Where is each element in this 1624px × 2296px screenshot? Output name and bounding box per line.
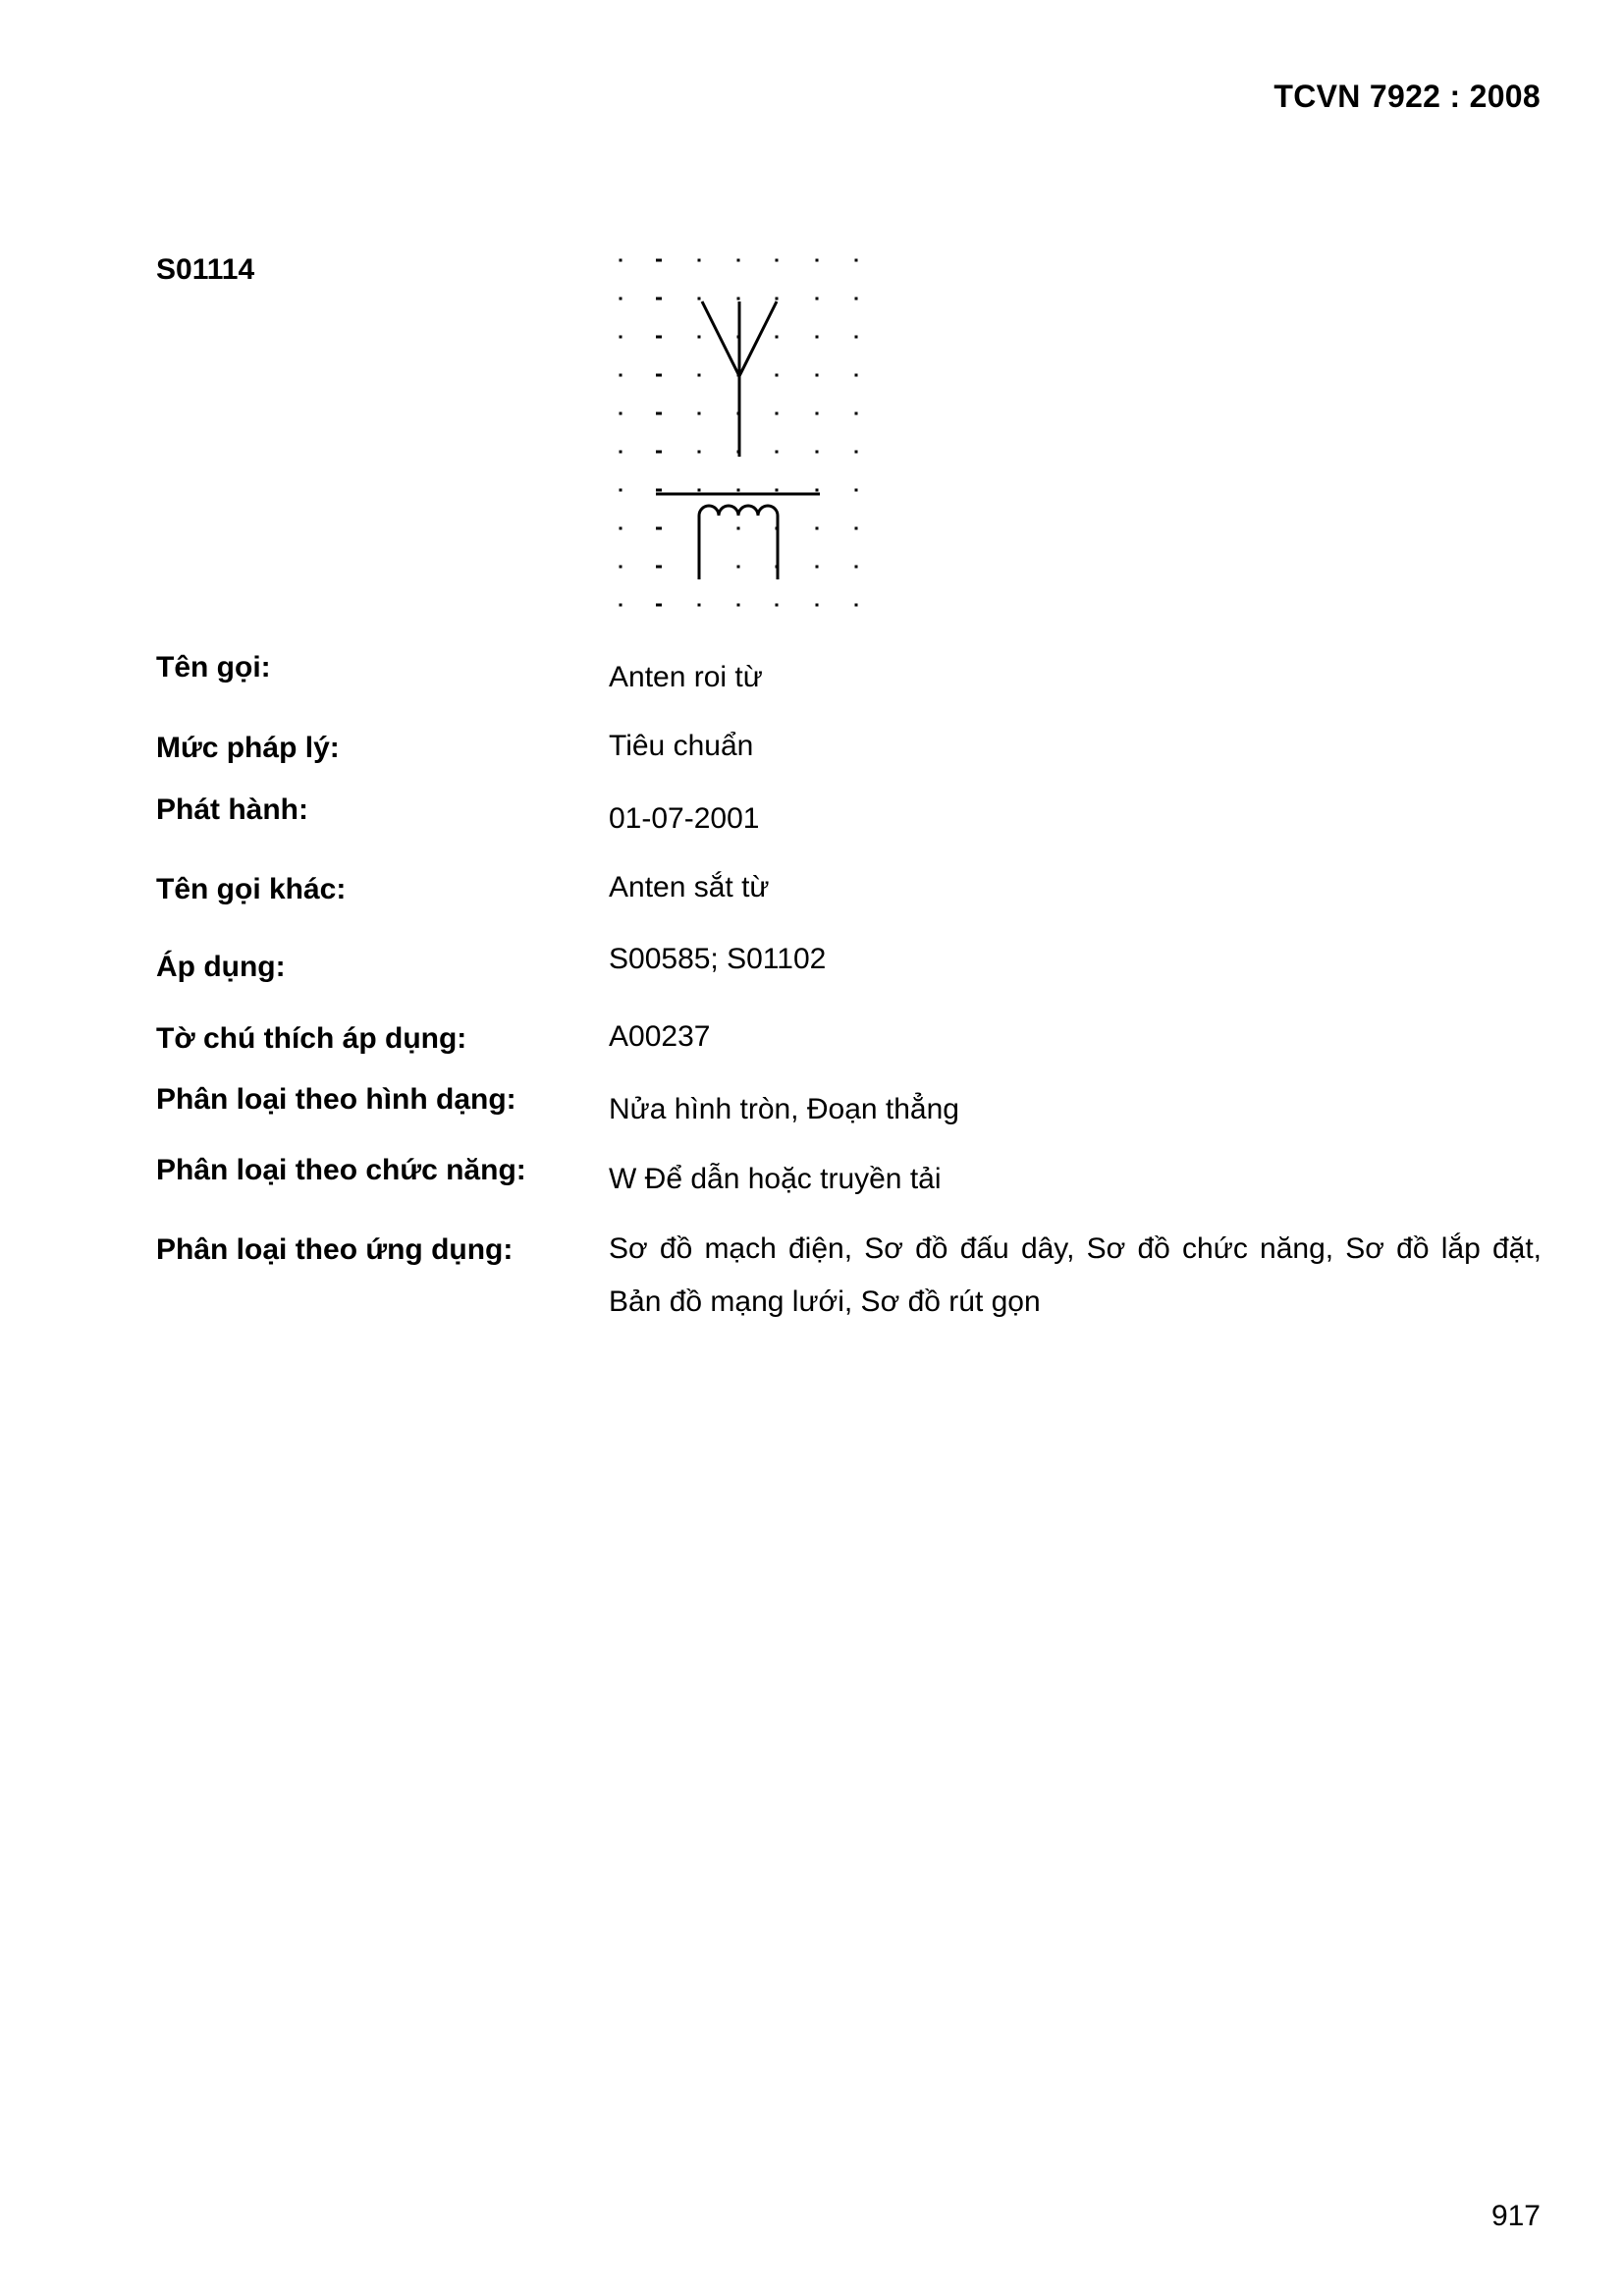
grid-dot <box>855 412 858 415</box>
grid-dot <box>620 298 623 301</box>
field-label-name: Tên gọi: <box>156 651 271 683</box>
grid-dot <box>816 412 819 415</box>
grid-dot <box>855 336 858 339</box>
coil-winding <box>699 506 778 579</box>
grid-dot <box>816 527 819 530</box>
antenna-right-arm <box>739 301 777 376</box>
grid-dot <box>855 259 858 262</box>
grid-dot <box>855 374 858 377</box>
grid-dot <box>816 566 819 569</box>
antenna-left-arm <box>702 301 739 376</box>
field-value-name: Anten roi từ <box>609 661 763 693</box>
symbol-code: S01114 <box>156 253 255 286</box>
grid-dot <box>698 489 701 492</box>
grid-dot <box>620 566 623 569</box>
field-label-applies: Áp dụng: <box>156 951 286 983</box>
grid-dot <box>656 298 662 301</box>
grid-dot <box>776 412 779 415</box>
grid-dot <box>776 604 779 607</box>
field-value-issued: 01-07-2001 <box>609 802 760 835</box>
field-value-applies: S00585; S01102 <box>609 943 827 975</box>
grid-dot <box>620 259 623 262</box>
field-label-application-class: Phân loại theo ứng dụng: <box>156 1233 514 1266</box>
grid-dot <box>698 604 701 607</box>
field-value-function-class: W Để dẫn hoặc truyền tải <box>609 1163 942 1195</box>
grid-dot <box>855 451 858 454</box>
field-value-annotation-sheet: A00237 <box>609 1020 711 1053</box>
field-label-shape-class: Phân loại theo hình dạng: <box>156 1083 516 1116</box>
field-label-issued: Phát hành: <box>156 793 308 826</box>
grid-dot <box>816 336 819 339</box>
grid-dot <box>698 412 701 415</box>
grid-dot <box>776 489 779 492</box>
grid-dot <box>737 604 740 607</box>
grid-dot <box>698 298 701 301</box>
grid-dot <box>776 336 779 339</box>
field-value-alias: Anten sắt từ <box>609 871 770 903</box>
grid-dot <box>855 604 858 607</box>
field-label-legal-level: Mức pháp lý: <box>156 732 340 764</box>
grid-dot <box>776 374 779 377</box>
grid-dot <box>776 298 779 301</box>
grid-dot <box>816 374 819 377</box>
grid-dot <box>816 489 819 492</box>
grid-dot <box>816 298 819 301</box>
field-label-annotation-sheet: Tờ chú thích áp dụng: <box>156 1022 467 1055</box>
grid-dot <box>656 412 662 415</box>
grid-dot <box>656 604 662 607</box>
grid-dot <box>620 374 623 377</box>
grid-dot <box>698 259 701 262</box>
grid-dot <box>656 259 662 262</box>
grid-dot <box>776 451 779 454</box>
grid-dot <box>656 489 662 492</box>
grid-dot <box>855 566 858 569</box>
grid-dot <box>656 451 662 454</box>
standard-header: TCVN 7922 : 2008 <box>1273 79 1541 114</box>
grid-dot <box>620 489 623 492</box>
grid-dot <box>620 336 623 339</box>
grid-dot <box>620 604 623 607</box>
grid-dot <box>656 374 662 377</box>
grid-dot <box>737 566 740 569</box>
grid-dot <box>620 412 623 415</box>
field-label-function-class: Phân loại theo chức năng: <box>156 1154 526 1186</box>
grid-dot <box>698 336 701 339</box>
grid-dot <box>816 259 819 262</box>
grid-dot <box>737 527 740 530</box>
ferrite-rod-antenna-symbol-icon <box>609 250 868 624</box>
grid-dot <box>855 489 858 492</box>
grid-dot <box>656 527 662 530</box>
field-value-legal-level: Tiêu chuẩn <box>609 730 754 762</box>
field-value-application-class: Sơ đồ mạch điện, Sơ đồ đấu dây, Sơ đồ chức năng, Sơ đồ lắp đặt, Bản đồ mạng lưới, Sơ đồ rút gọn <box>609 1232 1542 1318</box>
grid-dot <box>816 451 819 454</box>
grid-dot <box>776 259 779 262</box>
grid-dot <box>737 298 740 301</box>
grid-dot <box>698 451 701 454</box>
grid-dot <box>620 527 623 530</box>
grid-dot <box>620 451 623 454</box>
field-value-shape-class: Nửa hình tròn, Đoạn thẳng <box>609 1093 959 1125</box>
grid-dot <box>855 298 858 301</box>
grid-dot <box>855 527 858 530</box>
grid-dot <box>737 259 740 262</box>
page-number: 917 <box>1490 2200 1541 2232</box>
grid-dot <box>656 336 662 339</box>
grid-dot <box>816 604 819 607</box>
grid-dot <box>698 374 701 377</box>
field-label-alias: Tên gọi khác: <box>156 873 347 905</box>
grid-dot <box>737 489 740 492</box>
grid-dot <box>656 566 662 569</box>
